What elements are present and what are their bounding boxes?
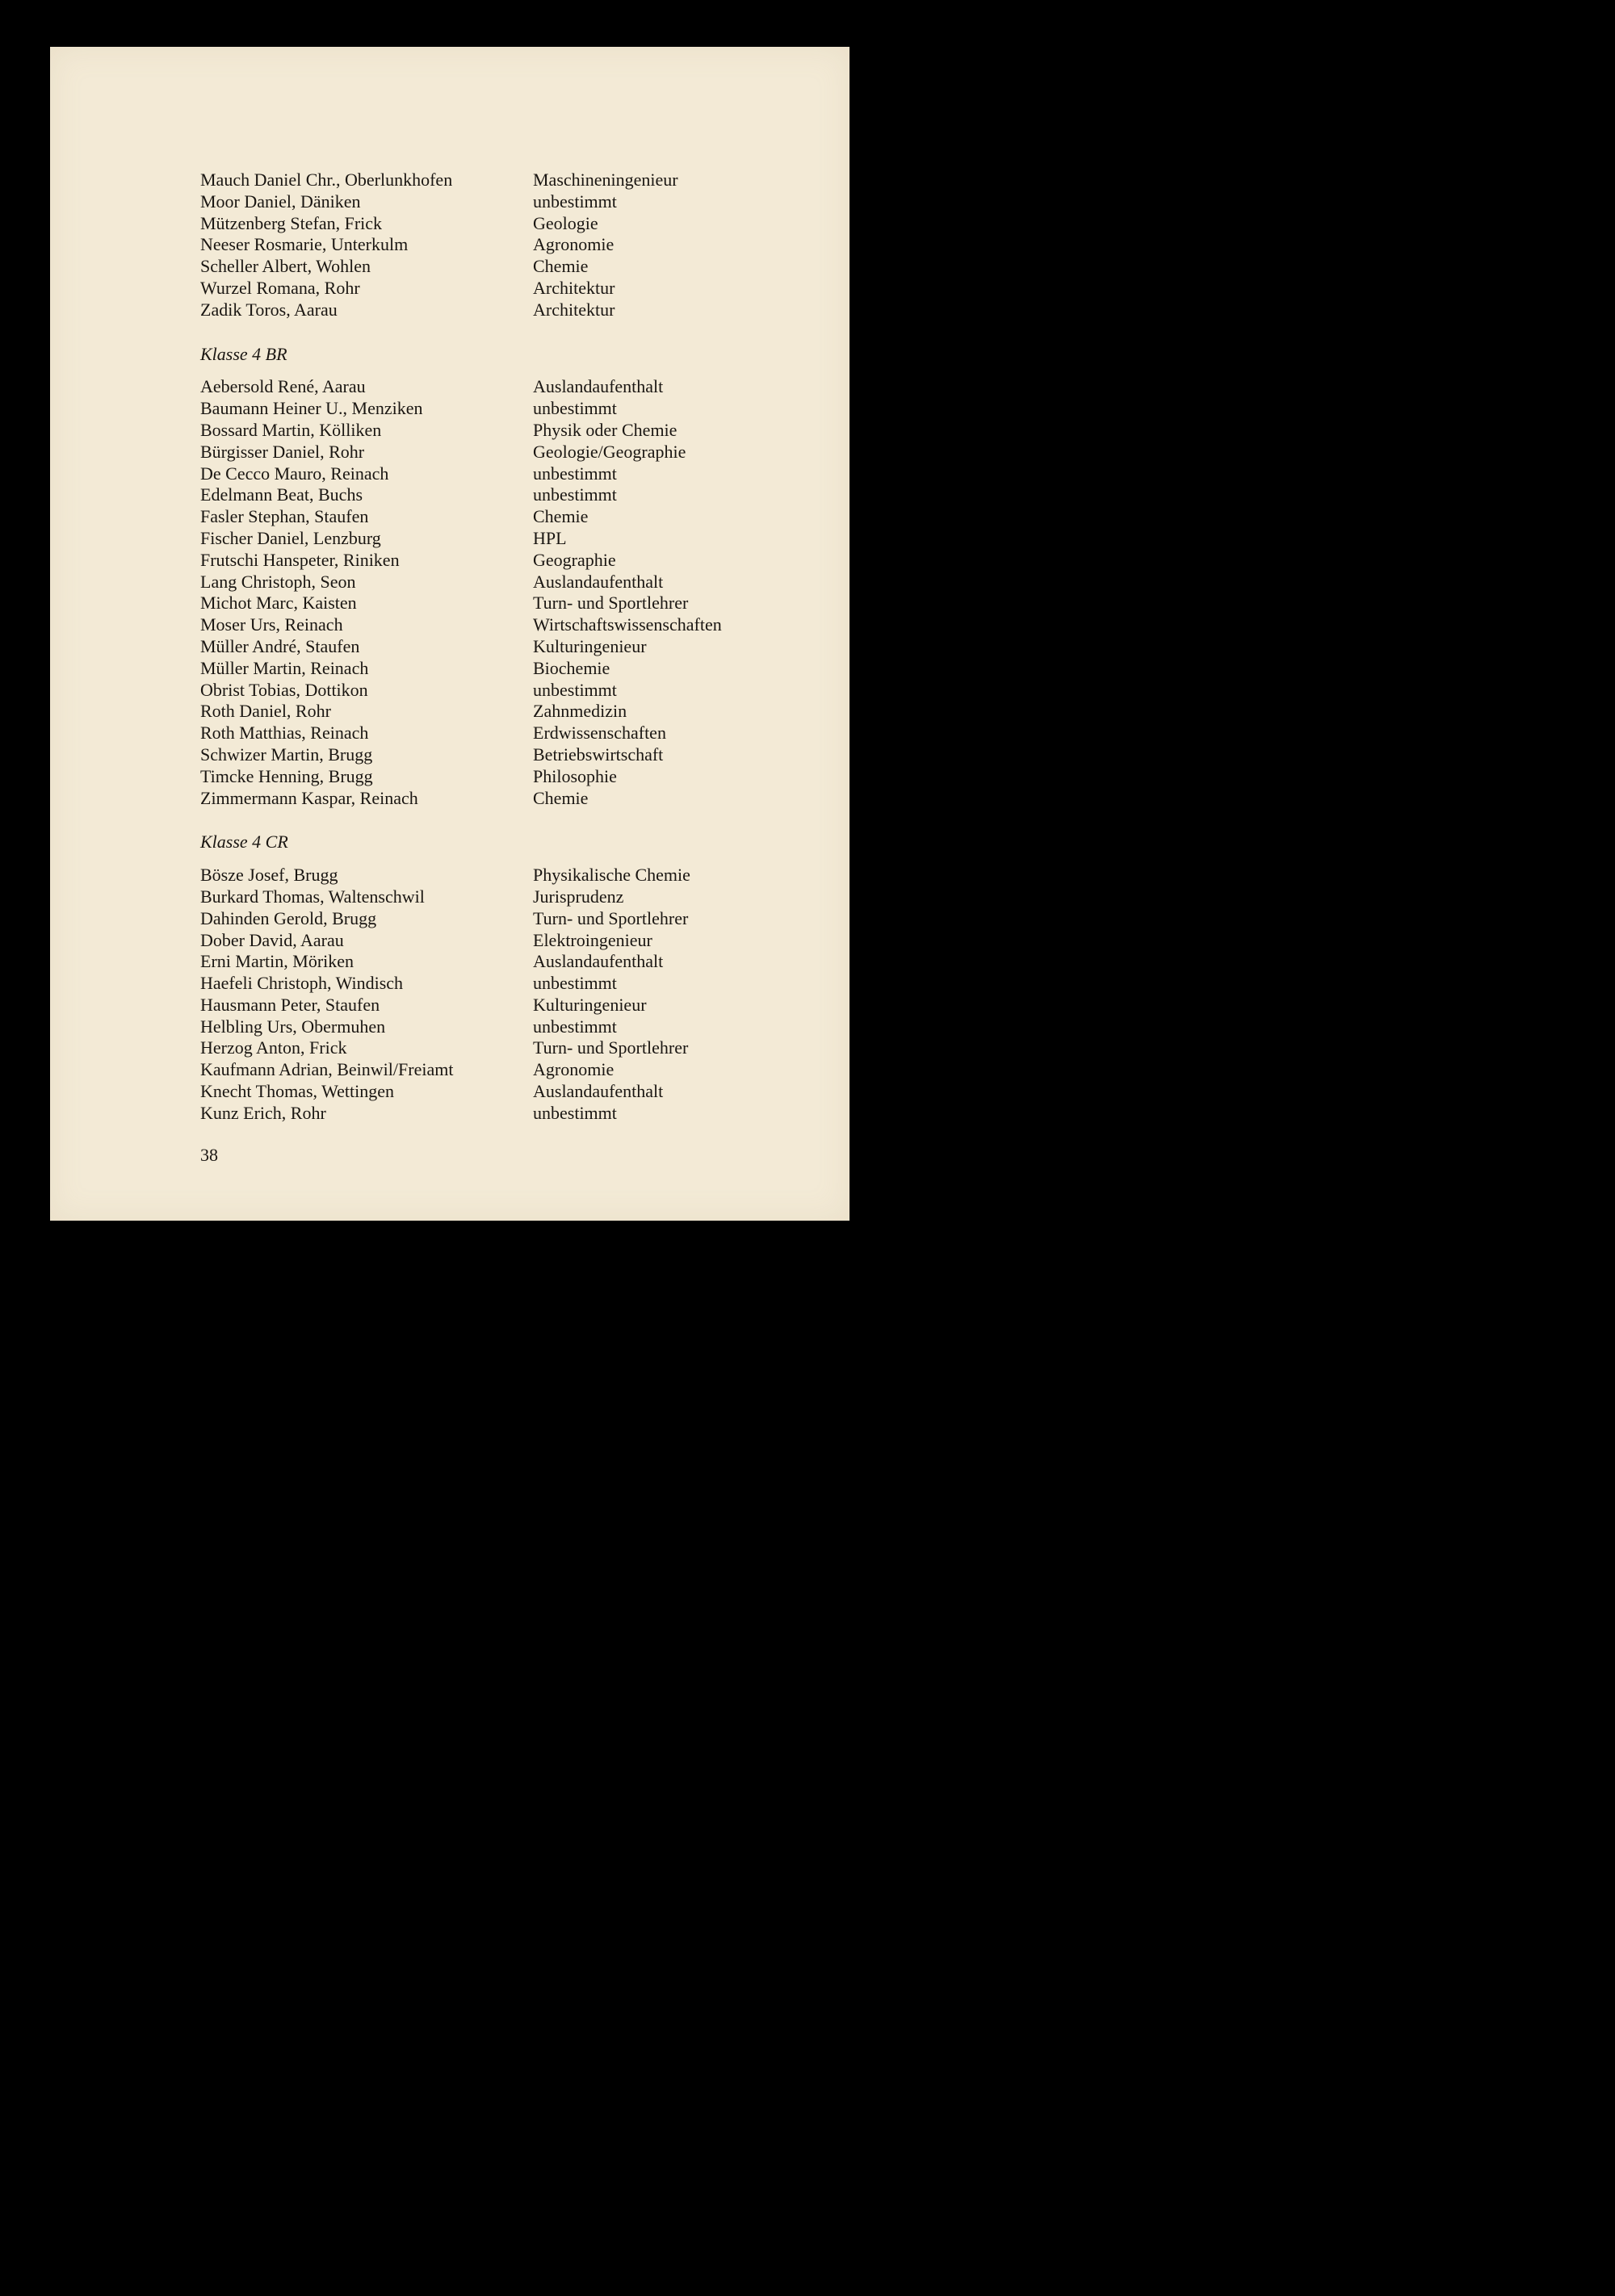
student-row — [200, 886, 766, 908]
study-subject: Jurisprudenz — [533, 886, 624, 907]
student-name: Knecht Thomas, Wettingen — [200, 1081, 394, 1102]
student-name: Baumann Heiner U., Menziken — [200, 398, 423, 419]
study-subject: Kulturingenieur — [533, 635, 647, 656]
page-number: 38 — [200, 1145, 218, 1165]
study-subject: Agronomie — [533, 1059, 615, 1080]
student-row — [200, 658, 766, 680]
study-subject: Turn- und Sportlehrer — [533, 907, 689, 928]
student-name: Obrist Tobias, Dottikon — [200, 679, 368, 700]
student-row — [200, 766, 766, 788]
student-row — [200, 1103, 766, 1125]
student-name: Erni Martin, Möriken — [200, 951, 354, 972]
student-row — [200, 930, 766, 952]
student-row — [200, 744, 766, 766]
study-subject: Auslandaufenthalt — [533, 376, 664, 397]
study-subject: unbestimmt — [533, 398, 617, 419]
student-name: Fasler Stephan, Staufen — [200, 506, 369, 527]
student-row — [200, 1016, 766, 1038]
study-subject: Architektur — [533, 277, 615, 298]
study-subject: Geographie — [533, 549, 616, 570]
student-name: Lang Christoph, Seon — [200, 571, 356, 592]
student-row — [200, 908, 766, 930]
student-row — [200, 213, 766, 235]
student-row — [200, 278, 766, 300]
study-subject: Architektur — [533, 299, 615, 320]
student-name: Kaufmann Adrian, Beinwil/Freiamt — [200, 1059, 454, 1080]
study-subject: Geologie/Geographie — [533, 441, 686, 462]
student-row — [200, 506, 766, 528]
student-name: Moser Urs, Reinach — [200, 614, 343, 635]
study-subject: Maschineningenieur — [533, 170, 678, 190]
student-name: Kunz Erich, Rohr — [200, 1102, 326, 1123]
student-name: Dober David, Aarau — [200, 929, 344, 950]
student-name: De Cecco Mauro, Reinach — [200, 463, 389, 484]
student-name: Burkard Thomas, Waltenschwil — [200, 886, 425, 907]
study-subject: unbestimmt — [533, 484, 617, 505]
student-name: Zadik Toros, Aarau — [200, 299, 338, 320]
study-subject: Wirtschaftswissenschaften — [533, 614, 722, 635]
student-name: Schwizer Martin, Brugg — [200, 744, 373, 765]
study-subject: unbestimmt — [533, 1102, 617, 1123]
student-row — [200, 951, 766, 973]
study-subject: Physikalische Chemie — [533, 865, 690, 886]
study-subject: unbestimmt — [533, 191, 617, 212]
study-subject: Betriebswirtschaft — [533, 744, 664, 765]
student-row — [200, 300, 766, 321]
student-name: Bossard Martin, Kölliken — [200, 419, 382, 440]
student-row — [200, 234, 766, 256]
student-row — [200, 572, 766, 593]
study-subject: Biochemie — [533, 657, 610, 678]
student-row — [200, 973, 766, 995]
student-row — [200, 723, 766, 744]
student-name: Zimmermann Kaspar, Reinach — [200, 787, 418, 808]
student-row — [200, 170, 766, 191]
student-row — [200, 484, 766, 506]
student-row — [200, 528, 766, 550]
student-name: Timcke Henning, Brugg — [200, 765, 373, 786]
class-heading: Klasse 4 CR — [200, 832, 288, 853]
student-name: Neeser Rosmarie, Unterkulm — [200, 234, 409, 255]
student-row — [200, 593, 766, 614]
study-subject: Auslandaufenthalt — [533, 951, 664, 972]
student-name: Haefeli Christoph, Windisch — [200, 973, 404, 994]
study-subject: Auslandaufenthalt — [533, 571, 664, 592]
study-subject: Agronomie — [533, 234, 615, 255]
student-row — [200, 463, 766, 485]
student-name: Frutschi Hanspeter, Riniken — [200, 549, 400, 570]
study-subject: unbestimmt — [533, 463, 617, 484]
student-name: Scheller Albert, Wohlen — [200, 256, 371, 277]
student-name: Roth Matthias, Reinach — [200, 723, 369, 744]
student-name: Mützenberg Stefan, Frick — [200, 212, 383, 233]
student-name: Helbling Urs, Obermuhen — [200, 1016, 386, 1037]
student-name: Edelmann Beat, Buchs — [200, 484, 363, 505]
student-row — [200, 614, 766, 636]
student-name: Moor Daniel, Däniken — [200, 191, 361, 212]
student-name: Bürgisser Daniel, Rohr — [200, 441, 365, 462]
study-subject: unbestimmt — [533, 679, 617, 700]
student-row — [200, 636, 766, 658]
student-row — [200, 701, 766, 723]
student-row — [200, 550, 766, 572]
student-row — [200, 1081, 766, 1103]
study-subject: Chemie — [533, 506, 589, 527]
student-name: Fischer Daniel, Lenzburg — [200, 527, 381, 548]
student-name: Aebersold René, Aarau — [200, 376, 366, 397]
student-row — [200, 420, 766, 442]
student-row — [200, 1059, 766, 1081]
student-row — [200, 1037, 766, 1059]
student-name: Müller Martin, Reinach — [200, 657, 369, 678]
document-page — [50, 47, 849, 1221]
student-name: Herzog Anton, Frick — [200, 1037, 347, 1058]
student-row — [200, 788, 766, 810]
student-row — [200, 191, 766, 213]
study-subject: Turn- und Sportlehrer — [533, 593, 689, 614]
study-subject: unbestimmt — [533, 1016, 617, 1037]
student-name: Dahinden Gerold, Brugg — [200, 907, 377, 928]
student-name: Michot Marc, Kaisten — [200, 593, 357, 614]
study-subject: Chemie — [533, 256, 589, 277]
study-subject: Chemie — [533, 787, 589, 808]
study-subject: Kulturingenieur — [533, 994, 647, 1015]
student-row — [200, 376, 766, 398]
study-subject: Physik oder Chemie — [533, 419, 677, 440]
study-subject: Erdwissenschaften — [533, 723, 666, 744]
study-subject: Elektroingenieur — [533, 929, 652, 950]
study-subject: HPL — [533, 527, 567, 548]
student-name: Mauch Daniel Chr., Oberlunkhofen — [200, 170, 453, 190]
student-row — [200, 995, 766, 1016]
student-row — [200, 442, 766, 463]
study-subject: unbestimmt — [533, 973, 617, 994]
study-subject: Turn- und Sportlehrer — [533, 1037, 689, 1058]
class-heading: Klasse 4 BR — [200, 343, 287, 364]
student-name: Müller André, Staufen — [200, 635, 360, 656]
study-subject: Philosophie — [533, 765, 617, 786]
study-subject: Zahnmedizin — [533, 701, 627, 722]
student-row — [200, 256, 766, 278]
study-subject: Geologie — [533, 212, 598, 233]
study-subject: Auslandaufenthalt — [533, 1081, 664, 1102]
student-name: Wurzel Romana, Rohr — [200, 277, 360, 298]
student-name: Bösze Josef, Brugg — [200, 865, 338, 886]
student-list — [200, 170, 766, 1125]
student-name: Hausmann Peter, Staufen — [200, 994, 380, 1015]
student-name: Roth Daniel, Rohr — [200, 701, 331, 722]
student-row — [200, 398, 766, 420]
student-row — [200, 680, 766, 702]
student-row — [200, 865, 766, 886]
